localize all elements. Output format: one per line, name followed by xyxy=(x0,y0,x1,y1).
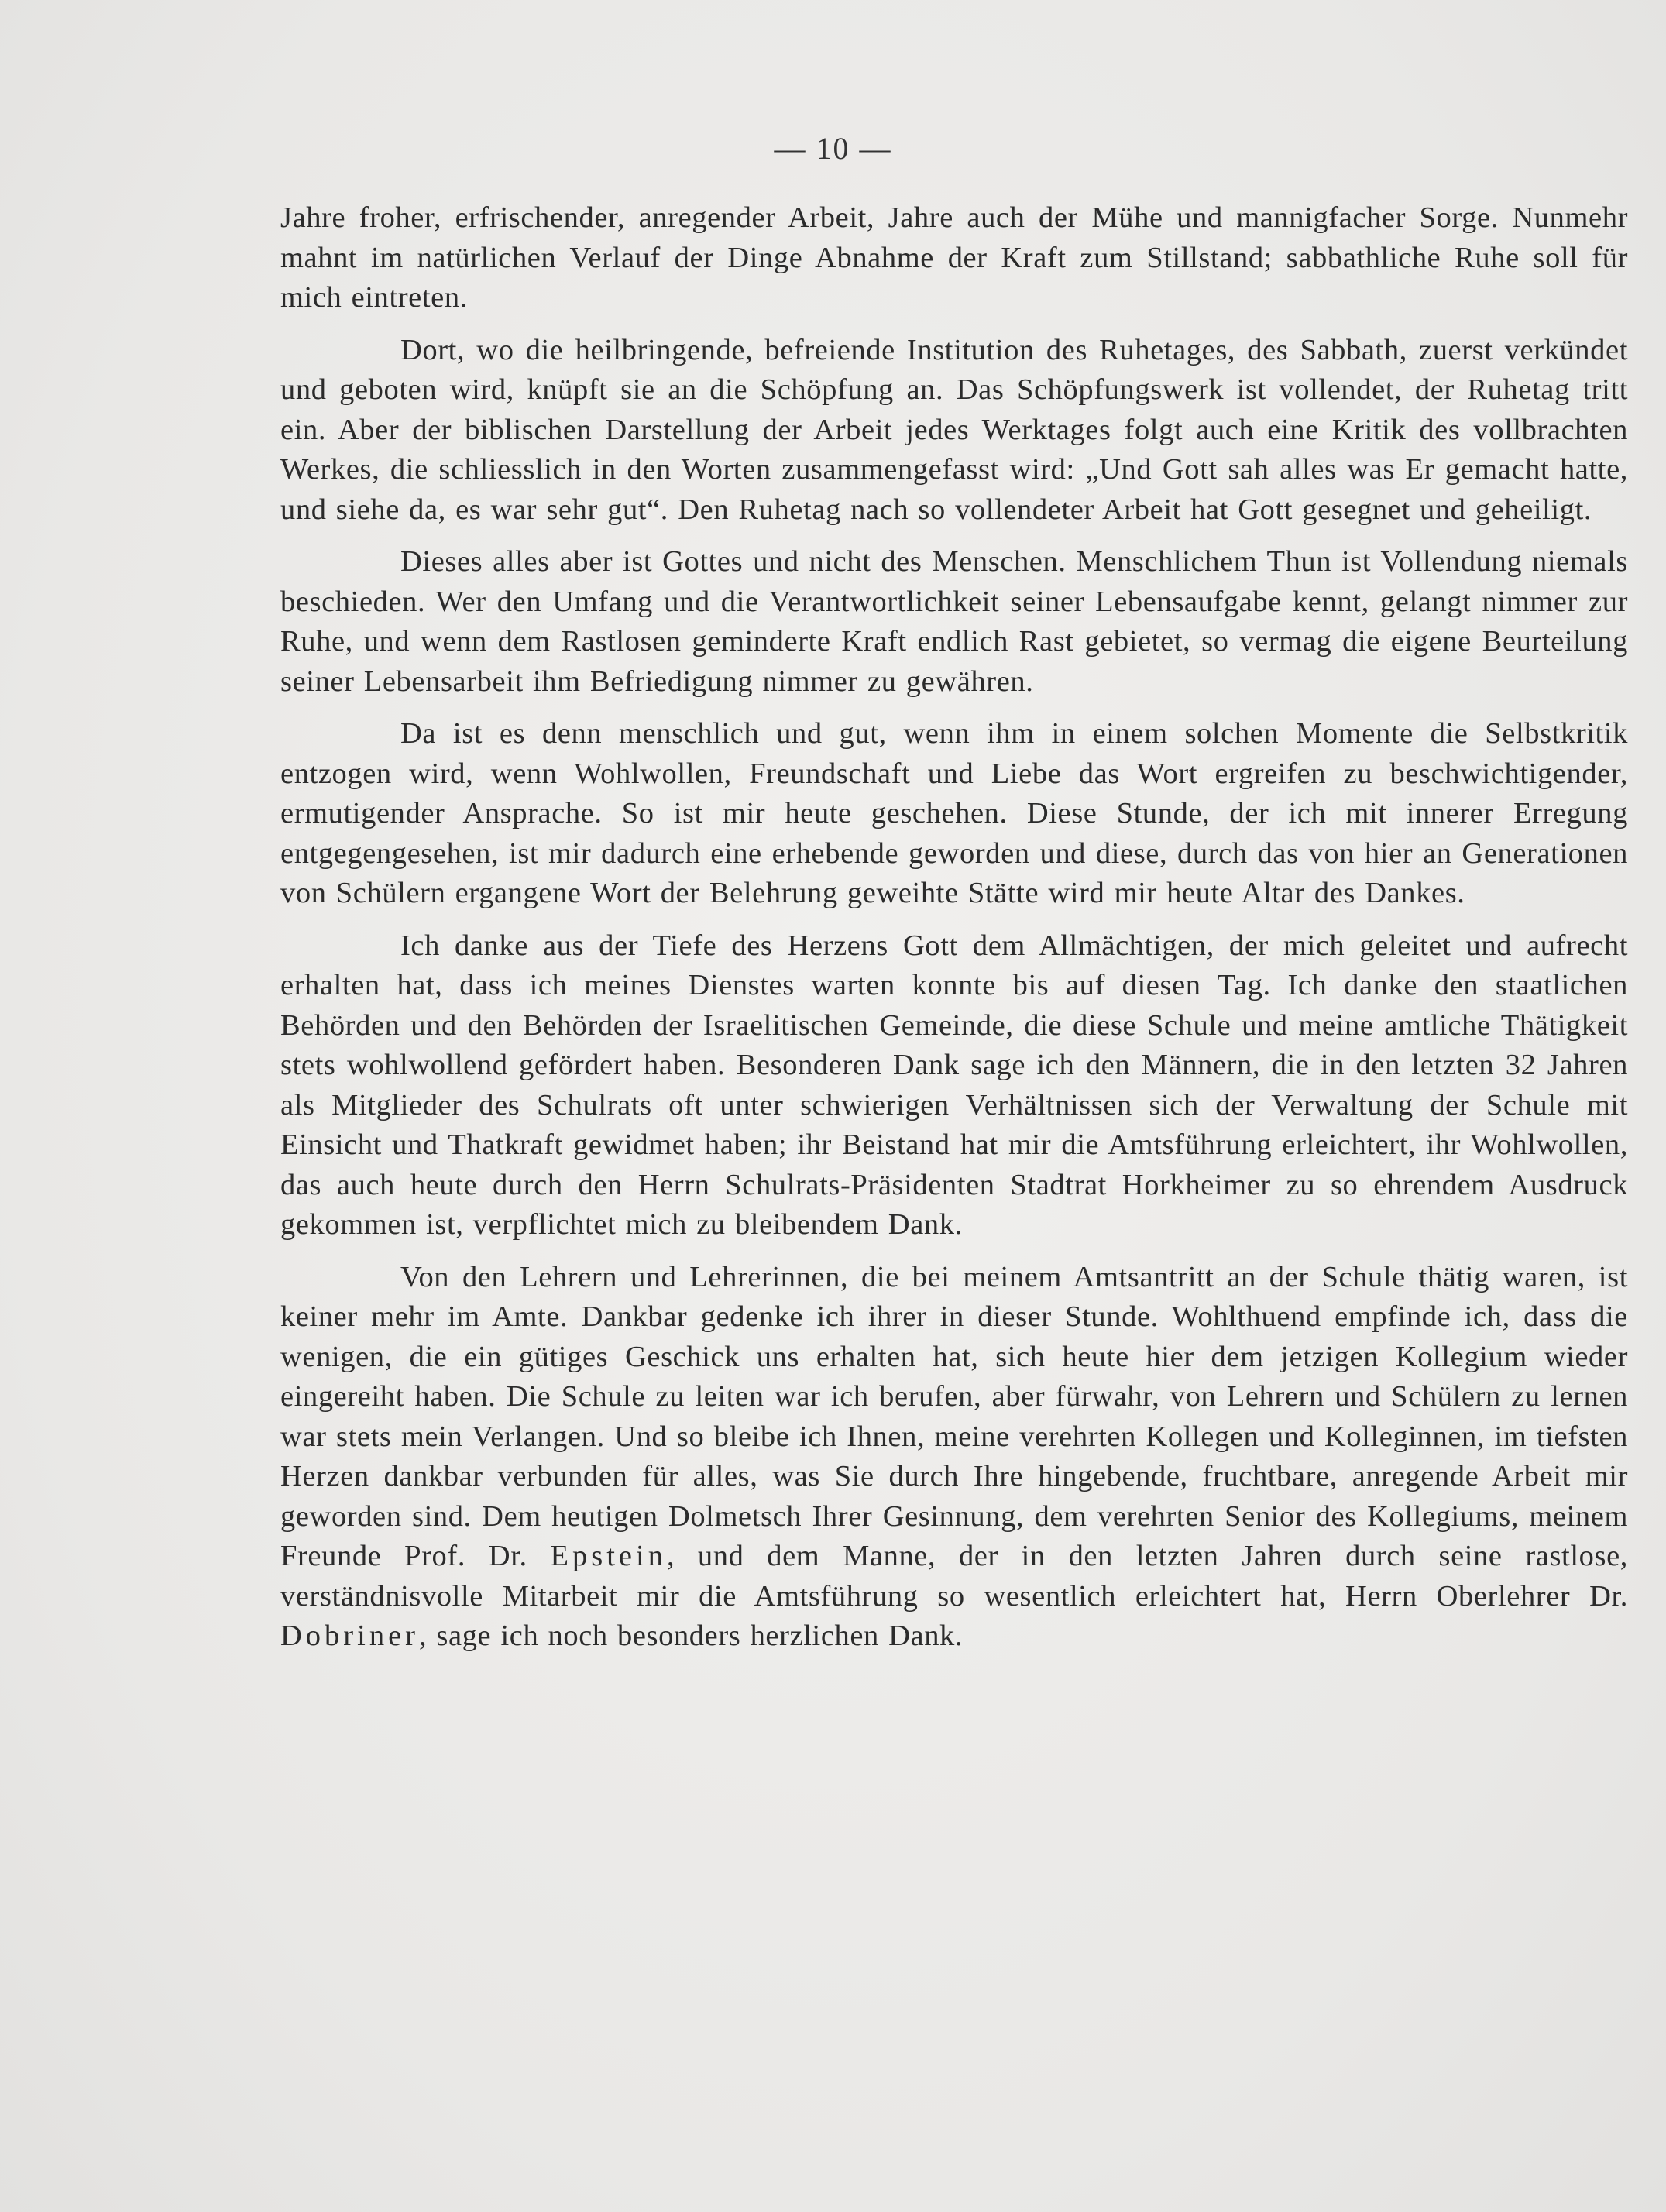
paragraph-4: Da ist es denn menschlich und gut, wenn ihm in einem solchen Momente die Selbstkritik entzogen wird, wenn Wohlwollen, Freundschaft und Liebe das Wort ergreifen zu beschwichtigender, ermutigender Ansprache. So ist mir heute geschehen. Diese Stunde, der ich mit innerer Erregung entgegengesehen, ist mir dadurch eine erhebende geworden und diese, durch das von hier an Generationen von Schülern ergangene Wort der Belehrung geweihte Stätte wird mir heute Altar des Dankes. xyxy=(280,717,1628,909)
page-number: — 10 — xyxy=(774,131,892,166)
name-epstein: Epstein xyxy=(550,1540,667,1572)
paragraph-6-text-a: Von den Lehrern und Lehrerinnen, die bei meinem Amtsantritt an der Schule thätig waren, ist keiner mehr im Amte. Dankbar gedenke ich ihrer in dieser Stunde. Wohlthuend empfinde ich, dass die wenigen, die ein gütiges Geschick uns erhalten hat, sich heute hier dem jetzigen Kollegium wieder eingereiht haben. Die Schule zu leiten war ich berufen, aber fürwahr, von Lehrern und Schülern zu lernen war stets mein Verlangen. Und so bleibe ich Ihnen, meine verehrten Kollegen und Kolleginnen, im tiefsten Herzen dankbar verbunden für alles, was Sie durch Ihre hingebende, fruchtbare, anregende Arbeit mir geworden sind. Dem heutigen Dolmetsch Ihrer Gesinnung, dem verehrten Senior des Kollegiums, meinem Freunde Prof. Dr. xyxy=(280,1260,1628,1572)
body-text xyxy=(280,198,1628,1669)
paragraph-1: Jahre froher, erfrischender, anregender Arbeit, Jahre auch der Mühe und mannigfacher Sorge. Nunmehr mahnt im natürlichen Verlauf der Dinge Abnahme der Kraft zum Stillstand; sabbathliche Ruhe soll für mich eintreten. xyxy=(280,201,1628,314)
paragraph-5: Ich danke aus der Tiefe des Herzens Gott dem Allmächtigen, der mich geleitet und aufrecht erhalten hat, dass ich meines Dienstes warten konnte bis auf diesen Tag. Ich danke den staatlichen Behörden und den Behörden der Israelitischen Gemeinde, die diese Schule und meine amtliche Thätigkeit stets wohlwollend gefördert haben. Besonderen Dank sage ich den Männern, die in den letzten 32 Jahren als Mitglieder des Schulrats oft unter schwierigen Verhältnissen sich der Verwaltung der Schule mit Einsicht und Thatkraft gewidmet haben; ihr Beistand hat mir die Amtsführung erleichtert, ihr Wohlwollen, das auch heute durch den Herrn Schulrats-Präsidenten Stadtrat Horkheimer zu so ehrendem Ausdruck gekommen ist, verpflichtet mich zu bleibendem Dank. xyxy=(280,929,1628,1241)
paragraph-6-text-c: , sage ich noch besonders herzlichen Dank. xyxy=(418,1620,964,1652)
paragraph-6-text-b: , und dem Manne, der in den letzten Jahren durch seine rastlose, verständnisvolle Mitarbeit mir die Amtsführung so wesentlich erleichtert hat, Herrn Oberlehrer Dr. xyxy=(280,1540,1628,1613)
name-dobriner: Dobriner xyxy=(280,1620,419,1652)
paragraph-3: Dieses alles aber ist Gottes und nicht des Menschen. Menschlichem Thun ist Vollendung niemals beschieden. Wer den Umfang und die Verantwortlichkeit seiner Lebensaufgabe kennt, gelangt nimmer zur Ruhe, und wenn dem Rastlosen geminderte Kraft endlich Rast gebietet, so vermag die eigene Beurteilung seiner Lebensarbeit ihm Befriedigung nimmer zu gewähren. xyxy=(280,545,1628,698)
paragraph-2: Dort, wo die heilbringende, befreiende Institution des Ruhetages, des Sabbath, zuerst verkündet und geboten wird, knüpft sie an die Schöpfung an. Das Schöpfungswerk ist vollendet, der Ruhetag tritt ein. Aber der biblischen Darstellung der Arbeit jedes Werktages folgt auch eine Kritik des vollbrachten Werkes, die schliesslich in den Worten zusammengefasst wird: „Und Gott sah alles was Er gemacht hatte, und siehe da, es war sehr gut“. Den Ruhetag nach so vollendeter Arbeit hat Gott gesegnet und geheiligt. xyxy=(280,333,1628,526)
paragraph-6 xyxy=(280,1258,1628,1657)
